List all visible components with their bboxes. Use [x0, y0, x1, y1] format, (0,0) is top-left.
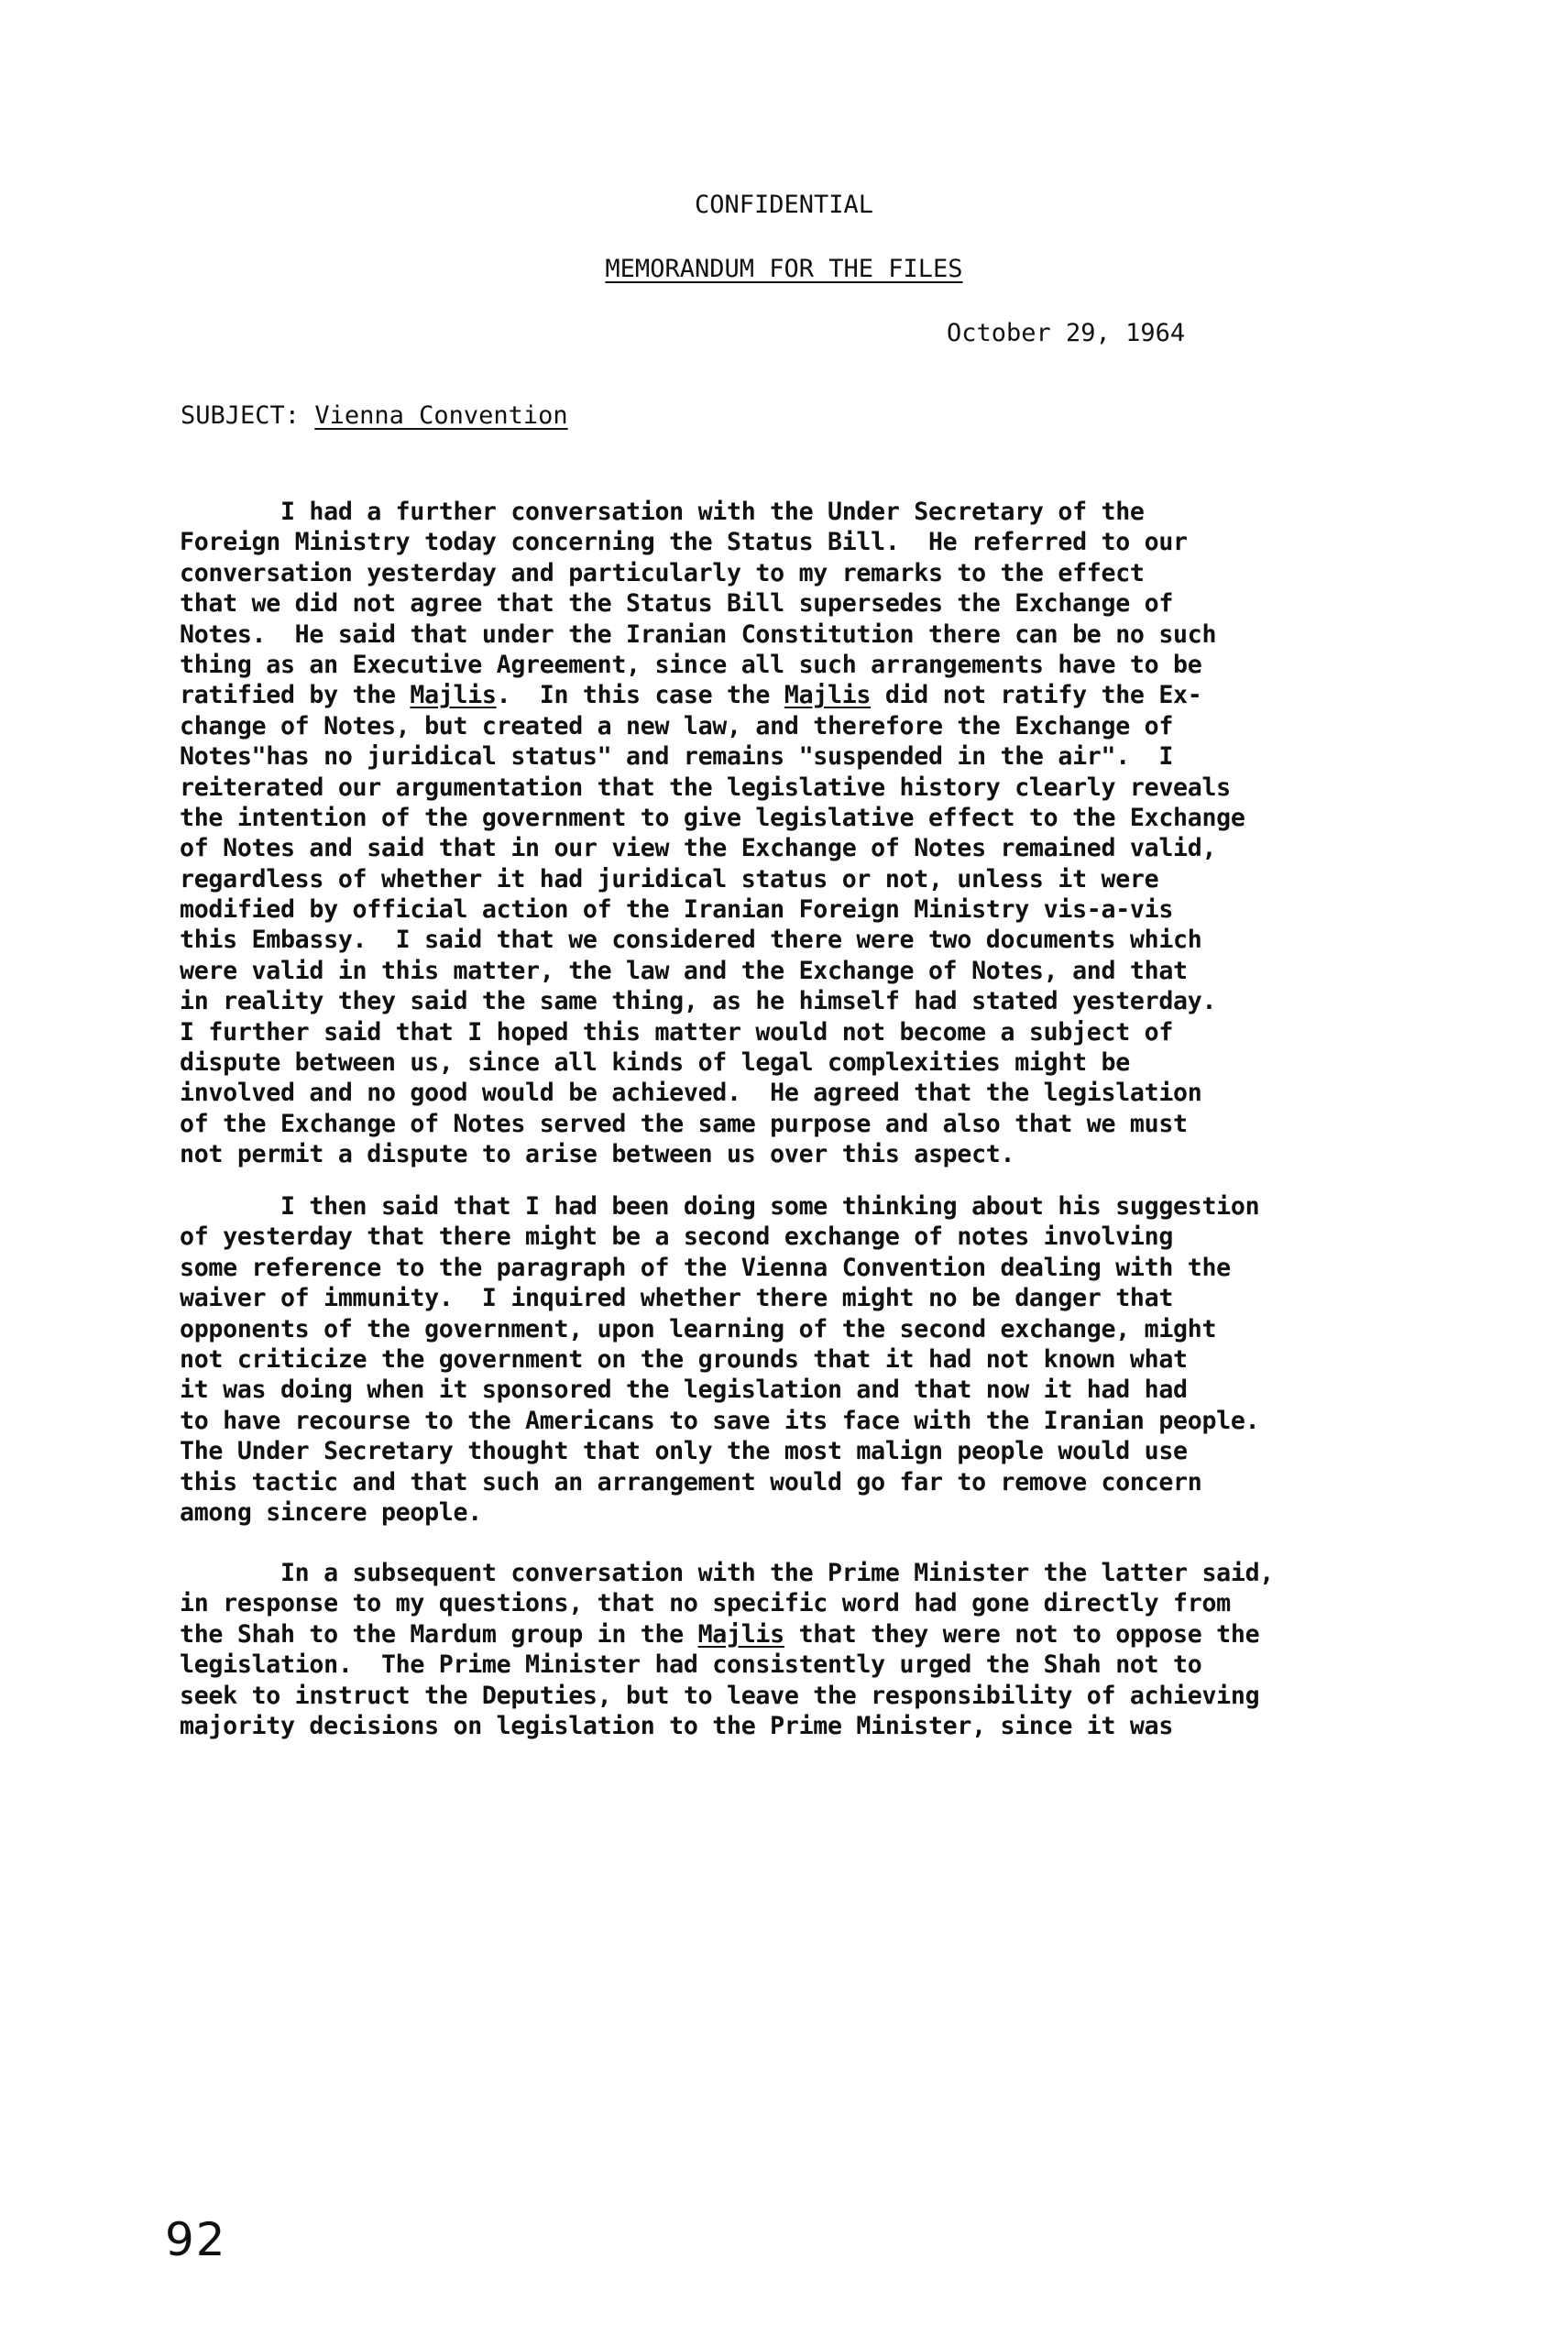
line-segment: . In this case the	[496, 681, 784, 710]
memo-paragraph-1	[180, 497, 1371, 1170]
paragraph-line: In a subsequent conversation with the Prime Minister the latter said,	[180, 1559, 1275, 1587]
paragraph-line: in response to my questions, that no specific word had gone directly from	[180, 1589, 1231, 1618]
memo-title-text: MEMORANDUM FOR THE FILES	[605, 255, 963, 283]
paragraph-line: thing as an Executive Agreement, since all such arrangements have to be	[180, 650, 1202, 679]
paragraph-line: opponents of the government, upon learning of the second exchange, might	[180, 1314, 1217, 1343]
paragraph-line: I further said that I hoped this matter would not become a subject of	[180, 1017, 1174, 1047]
page-number: 92	[165, 2213, 227, 2266]
subject-label: SUBJECT:	[181, 401, 301, 430]
paragraph-line: modified by official action of the Iranian Foreign Ministry vis-a-vis	[180, 895, 1174, 925]
paragraph-line: the intention of the government to give legislative effect to the Exchange	[180, 803, 1245, 832]
paragraph-line: reiterated our argumentation that the legislative history clearly reveals	[180, 773, 1231, 802]
line-segment: ratified by the	[180, 681, 411, 710]
memo-paragraph-3	[180, 1558, 1371, 1741]
paragraph-line: of Notes and said that in our view the Exchange of Notes remained valid,	[180, 834, 1217, 863]
paragraph-line: not permit a dispute to arise between us over this aspect.	[180, 1140, 1015, 1169]
paragraph-line: I had a further conversation with the Under Secretary of the	[180, 498, 1145, 526]
memo-date: October 29, 1964	[947, 319, 1186, 347]
paragraph-line: regardless of whether it had juridical status or not, unless it were	[180, 864, 1159, 893]
line-segment: the Shah to the Mardum group in the	[180, 1619, 698, 1649]
paragraph-line: among sincere people.	[180, 1497, 482, 1527]
paragraph-line: to have recourse to the Americans to save its face with the Iranian people.	[180, 1406, 1260, 1435]
paragraph-line: I then said that I had been doing some thinking about his suggestion	[180, 1192, 1260, 1221]
memo-paragraph-2	[180, 1191, 1371, 1528]
paragraph-line: in reality they said the same thing, as he himself had stated yesterday.	[180, 987, 1217, 1016]
paragraph-line: Foreign Ministry today concerning the Status Bill. He referred to our	[180, 528, 1188, 557]
paragraph-line: involved and no good would be achieved. He agreed that the legislation	[180, 1079, 1202, 1108]
paragraph-line: dispute between us, since all kinds of legal complexities might be	[180, 1048, 1130, 1078]
subject-line	[181, 401, 568, 431]
paragraph-line: were valid in this matter, the law and the Exchange of Notes, and that	[180, 956, 1188, 985]
paragraph-line: The Under Secretary thought that only the most malign people would use	[180, 1437, 1188, 1466]
paragraph-line: of yesterday that there might be a second exchange of notes involving	[180, 1222, 1174, 1252]
majlis-term: Majlis	[784, 681, 872, 710]
paragraph-line: this tactic and that such an arrangement would go far to remove concern	[180, 1467, 1202, 1496]
paragraph-line: not criticize the government on the grounds that it had not known what	[180, 1344, 1188, 1374]
line-segment: did not ratify the Ex-	[871, 681, 1202, 710]
paragraph-line: waiver of immunity. I inquired whether there might no be danger that	[180, 1284, 1174, 1313]
line-segment: that they were not to oppose the	[784, 1619, 1260, 1649]
paragraph-line: change of Notes, but created a new law, and therefore the Exchange of	[180, 711, 1174, 740]
paragraph-line: of the Exchange of Notes served the same purpose and also that we must	[180, 1109, 1188, 1138]
paragraph-line	[180, 1619, 1371, 1650]
paragraph-line: legislation. The Prime Minister had consistently urged the Shah not to	[180, 1650, 1202, 1680]
majlis-term: Majlis	[697, 1619, 784, 1649]
paragraph-line: majority decisions on legislation to the Prime Minister, since it was	[180, 1711, 1174, 1740]
paragraph-line: Notes. He said that under the Iranian Constitution there can be no such	[180, 619, 1217, 649]
paragraph-line: this Embassy. I said that we considered there were two documents which	[180, 926, 1202, 955]
paragraph-line: Notes"has no juridical status" and remains "suspended in the air". I	[180, 742, 1174, 772]
classification-heading: CONFIDENTIAL	[694, 191, 874, 219]
paragraph-line: that we did not agree that the Status Bill supersedes the Exchange of	[180, 589, 1174, 619]
paragraph-line: it was doing when it sponsored the legislation and that now it had had	[180, 1376, 1188, 1405]
paragraph-line: seek to instruct the Deputies, but to leave the responsibility of achieving	[180, 1681, 1260, 1710]
memo-title	[0, 255, 1568, 284]
paragraph-line: some reference to the paragraph of the Vienna Convention dealing with the	[180, 1253, 1231, 1282]
paragraph-line	[180, 680, 1371, 710]
majlis-term: Majlis	[410, 681, 497, 710]
paragraph-line: conversation yesterday and particularly to my remarks to the effect	[180, 558, 1145, 587]
subject-value: Vienna Convention	[314, 401, 568, 430]
